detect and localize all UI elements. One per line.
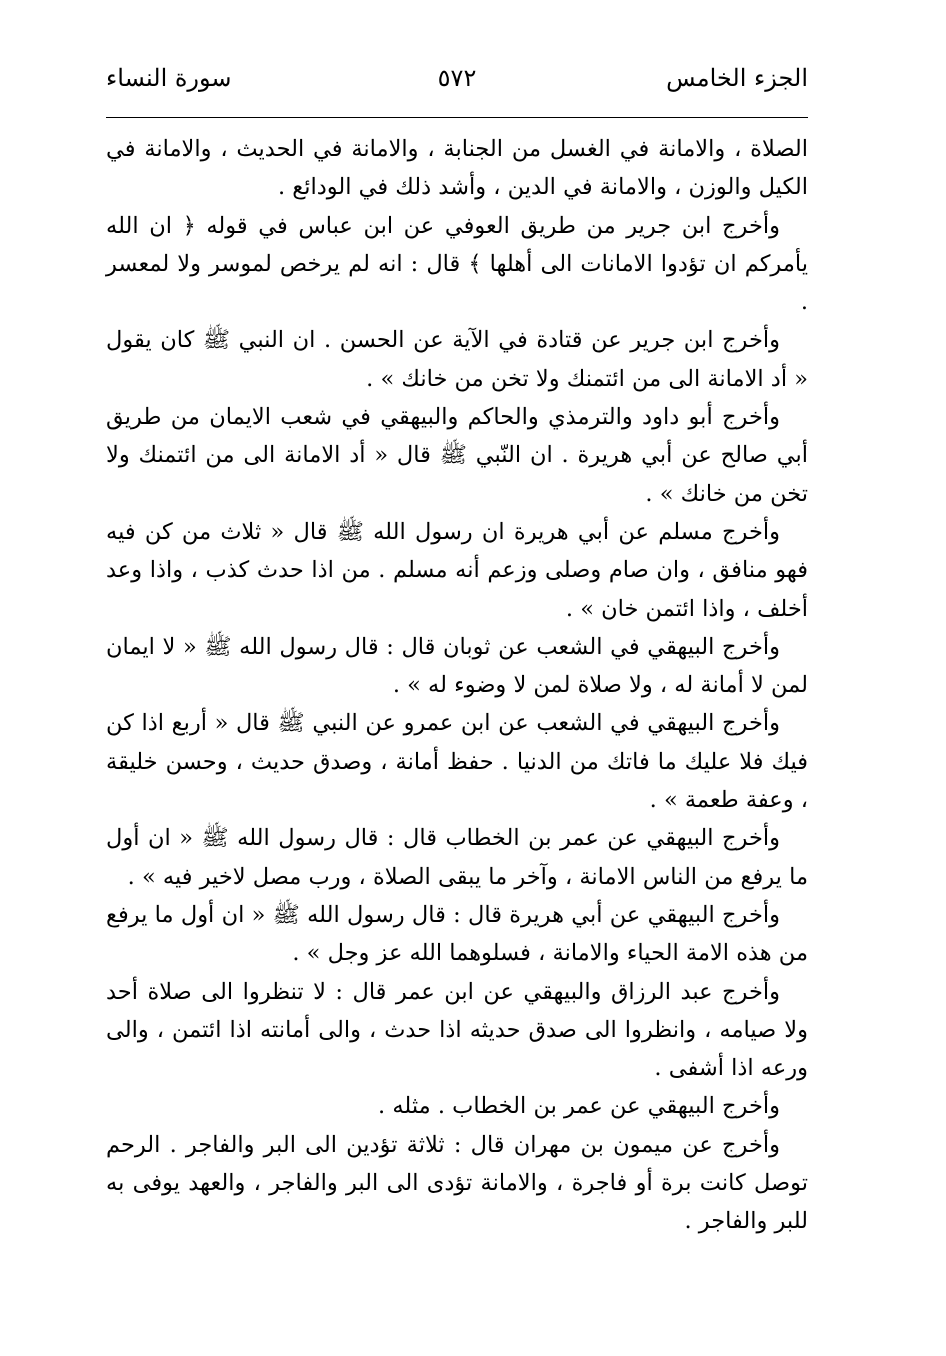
paragraph: وأخرج ابن جرير عن قتادة في الآية عن الحسن . ان النبي ﷺ كان يقول « أد الامانة الى من ائتمنك ولا تخن من خانك » . <box>106 327 808 392</box>
paragraph: وأخرج عن ميمون بن مهران قال : ثلاثة تؤدين الى البر والفاجر . الرحم توصل كانت برة أو فاجرة ، والامانة تؤدى الى البر والفاجر ، والعهد يوفى به للبر والفاجر . <box>106 1131 808 1235</box>
paragraph: الصلاة ، والامانة في الغسل من الجنابة ، والامانة في الحديث ، والامانة في الكيل والوزن ، والامانة في الدين ، وأشد ذلك في الودائع . <box>106 136 808 201</box>
paragraph: وأخرج البيهقي عن عمر بن الخطاب قال : قال رسول الله ﷺ « ان أول ما يرفع من الناس الامانة ، وآخر ما يبقى الصلاة ، ورب مصل لاخير فيه » . <box>106 825 808 890</box>
paragraph: وأخرج البيهقي في الشعب عن ثوبان قال : قال رسول الله ﷺ « لا ايمان لمن لا أمانة له ، ولا صلاة لمن لا وضوء له » . <box>106 633 808 699</box>
paragraph: وأخرج مسلم عن أبي هريرة ان رسول الله ﷺ قال « ثلاث من كن فيه فهو منافق ، وان صام وصلى وزعم أنه مسلم . من اذا حدث كذب ، واذا وعد أخلف ، واذا ائتمن خان » . <box>106 518 808 622</box>
paragraph: وأخرج البيهقي عن أبي هريرة قال : قال رسول الله ﷺ « ان أول ما يرفع من هذه الامة الحياء والامانة ، فسلوهما الله عز وجل » . <box>106 901 808 967</box>
paragraph: وأخرج ابن جرير من طريق العوفي عن ابن عباس في قوله ﴿ ان الله يأمركم ان تؤدوا الامانات الى أهلها ﴾ قال : انه لم يرخص لموسر ولا لمعسر . <box>106 212 808 316</box>
page-number: ٥٧٢ <box>437 64 477 92</box>
paragraph: وأخرج أبو داود والترمذي والحاكم والبيهقي في شعب الايمان من طريق أبي صالح عن أبي هريرة . ان النّبي ﷺ قال « أد الامانة الى من ائتمنك ولا تخن من خانك » . <box>106 404 808 507</box>
page-body <box>106 130 808 1241</box>
header-part-label: الجزء الخامس <box>666 64 808 92</box>
header-divider <box>106 117 808 118</box>
header-surah-label: سورة النساء <box>106 64 232 92</box>
paragraph: وأخرج عبد الرزاق والبيهقي عن ابن عمر قال : لا تنظروا الى صلاة أحد ولا صيامه ، وانظروا الى صدق حديثه اذا حدث ، والى أمانته اذا ائتمن ، والى ورعه اذا أشفى . <box>106 978 808 1082</box>
paragraph: وأخرج البيهقي في الشعب عن ابن عمرو عن النبي ﷺ قال « أربع اذا كن فيك فلا عليك ما فاتك من الدنيا . حفظ أمانة ، وصدق حديث ، وحسن خليقة ، وعفة طعمة » . <box>106 710 808 814</box>
page-header <box>106 58 808 98</box>
paragraph: وأخرج البيهقي عن عمر بن الخطاب . مثله . <box>378 1093 780 1120</box>
